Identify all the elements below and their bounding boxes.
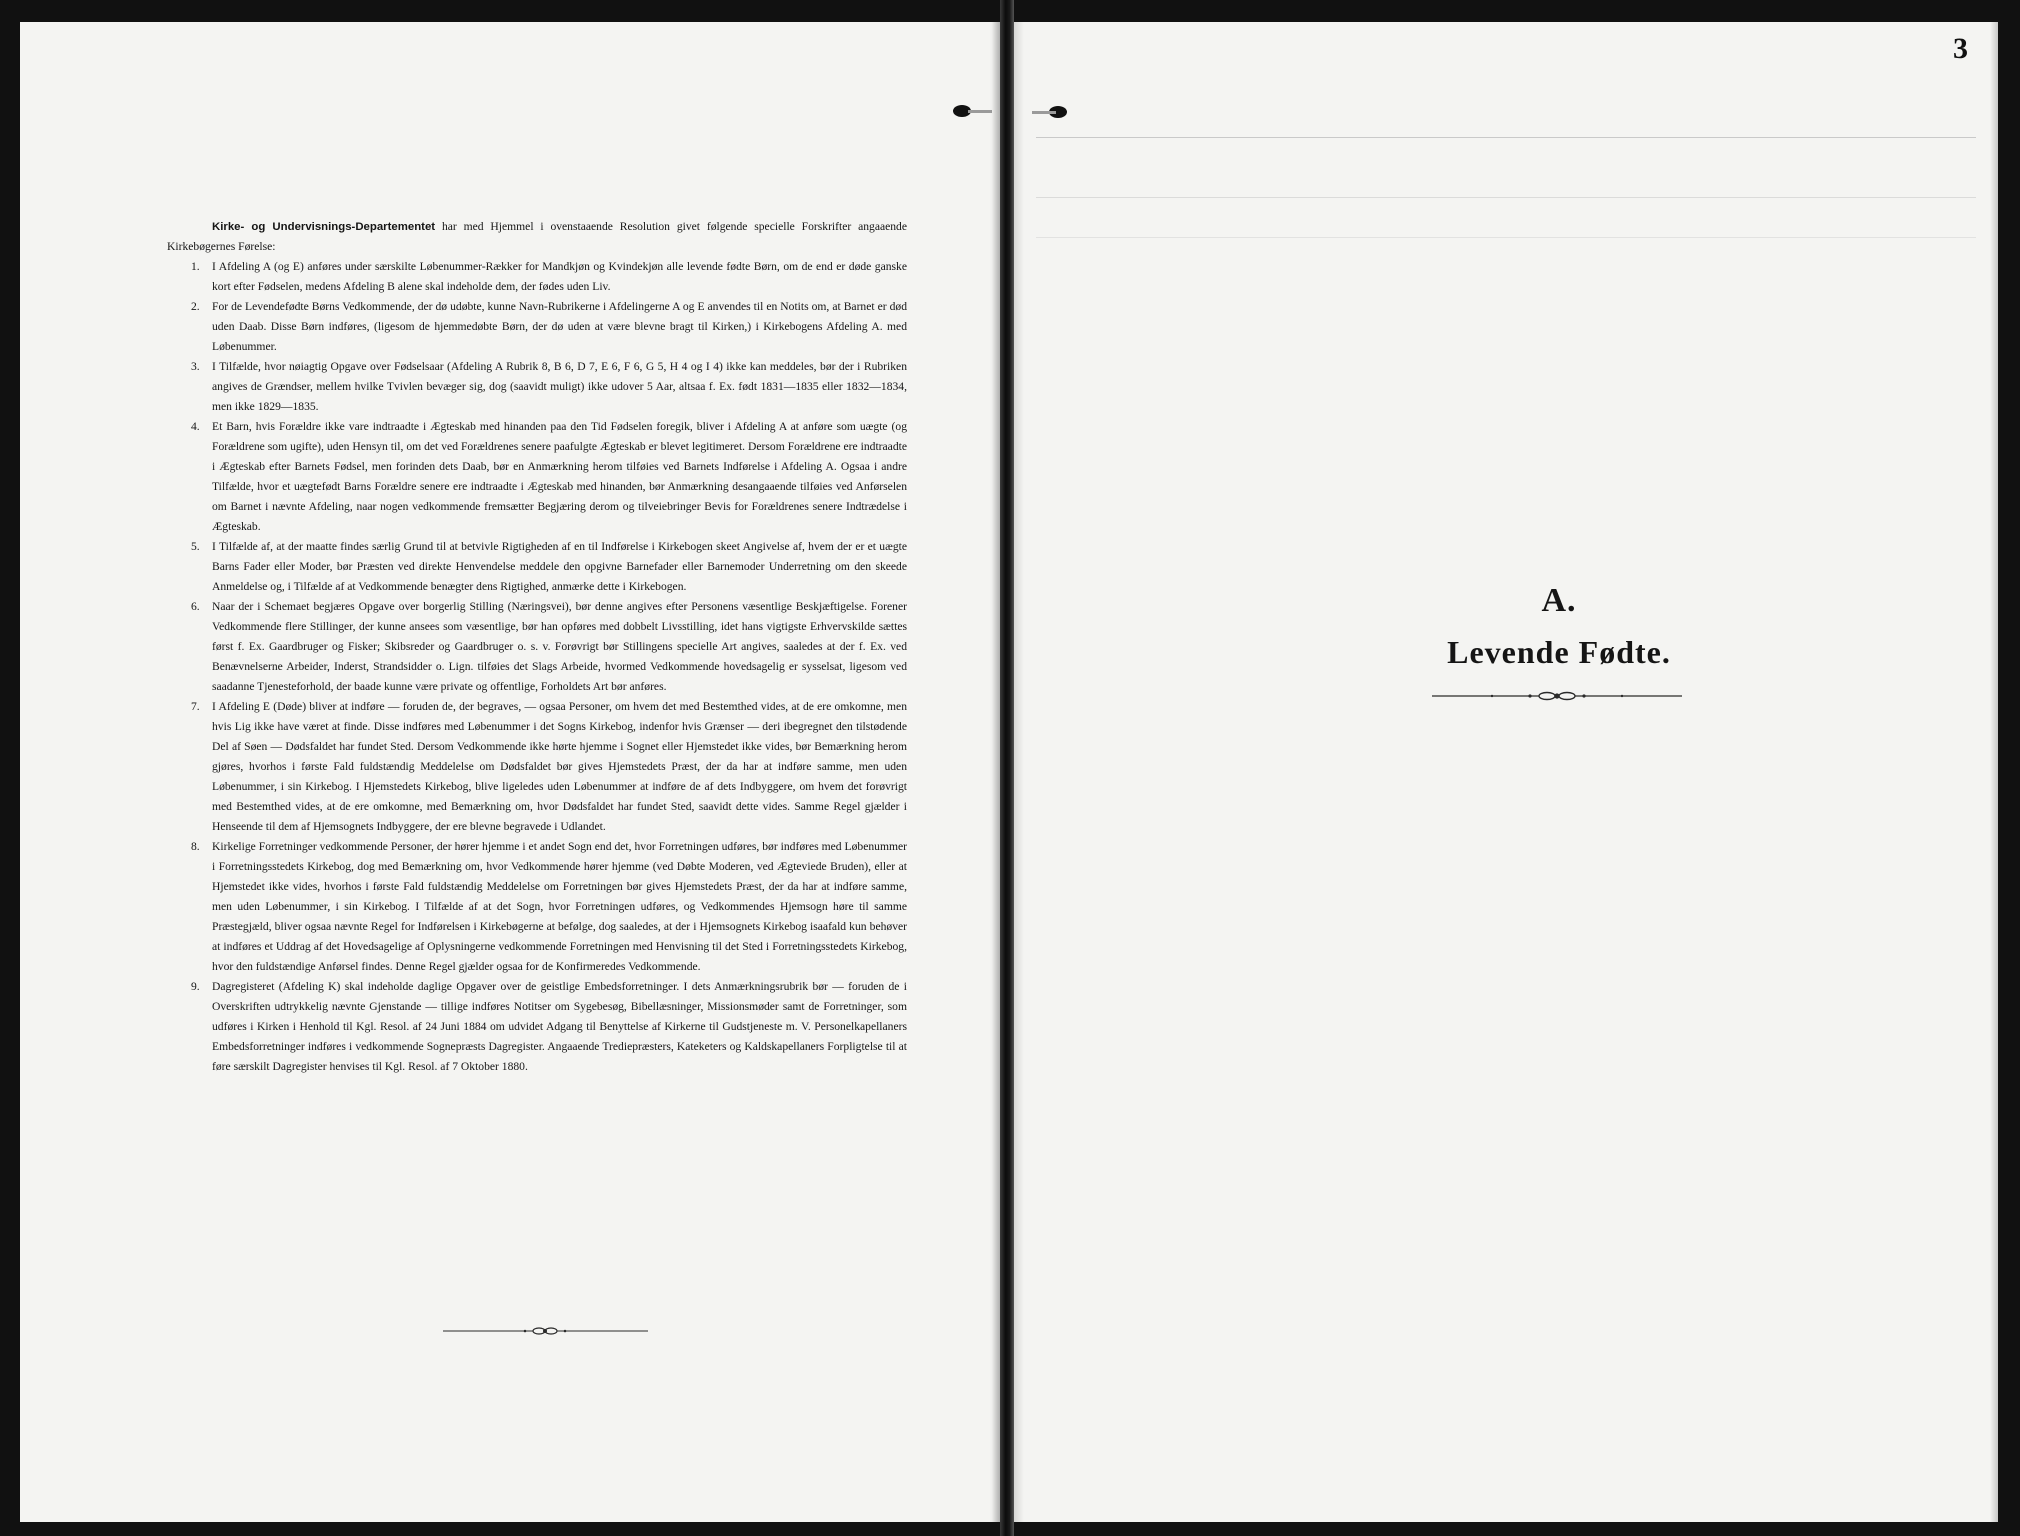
regulation-item — [167, 417, 907, 537]
item-number: 5. — [191, 540, 200, 553]
page-number: 3 — [1953, 32, 1968, 65]
item-number: 9. — [191, 980, 200, 993]
regulation-item — [167, 977, 907, 1077]
faint-ruled-line — [1036, 237, 1976, 238]
item-number: 6. — [191, 600, 200, 613]
item-number: 2. — [191, 300, 200, 313]
regulations-text — [167, 217, 907, 1077]
item-number: 7. — [191, 700, 200, 713]
item-number: 8. — [191, 840, 200, 853]
faint-ruled-line — [1036, 137, 1976, 138]
regulations-intro — [167, 217, 907, 257]
regulation-item — [167, 837, 907, 977]
section-letter: A. — [1541, 582, 1577, 619]
item-number: 1. — [191, 260, 200, 273]
book-gutter — [1000, 0, 1014, 1536]
item-text: I Afdeling A (og E) anføres under særskilte Løbenummer-Rækker for Mandkjøn og Kvindekjøn alle levende fødte Børn, om de end er døde ganske kort efter Fødselen, medens Afdeling B alene skal indeholde dem, der fødes uden Liv. — [212, 260, 907, 293]
faint-ruled-line — [1036, 197, 1976, 198]
regulation-item — [167, 357, 907, 417]
regulation-item — [167, 697, 907, 837]
item-text: For de Levendefødte Børns Vedkommende, der dø udøbte, kunne Navn-Rubrikerne i Afdelingerne A og E anvendes til en Notits om, at Barnet er død uden Daab. Disse Børn indføres, (ligesom de hjemmedøbte Børn, der dø uden at være blevne bragt til Kirken,) i Kirkebogens Afdeling A. med Løbenummer. — [212, 300, 907, 353]
regulation-item — [167, 597, 907, 697]
item-text: Kirkelige Forretninger vedkommende Personer, der hører hjemme i et andet Sogn end det, hvor Forretningen udføres, bør indføres med Løbenummer i Forretningsstedets Kirkebog, dog med Bemærkning om, hvor Vedkommende hører hjemme (ved Døbte Moderen, ved Ægteviede Bruden), eller at Hjemstedet ikke vides, hvorhos i første Fald fuldstændig Meddelelse om Forretningen bør gives Hjemstedets Præst, der da har at indføre samme, men uden Løbenummer, i sin Kirkebog. I Tilfælde af at det Sogn, hvor Forretningen udføres, og Vedkommendes Hjemsogn høre til samme Præstegjæld, bliver ogsaa nævnte Regel for Indførelsen i Kirkebøgerne at befølge, dog saaledes, at der i Hjemsognets Kirkebog isaafald kun behøver at indføres et Uddrag af det Hovedsagelige af Oplysningerne vedkommende Forretningen med Henvisning til det Sted i Forretningsstedets Kirkebog, hvor den fuldstændige Anførsel findes. Denne Regel gjælder ogsaa for de Konfirmeredes Vedkommende. — [212, 840, 907, 973]
left-page — [20, 22, 1000, 1522]
item-number: 4. — [191, 420, 200, 433]
regulations-list — [167, 257, 907, 1077]
item-text: I Tilfælde af, at der maatte findes særlig Grund til at betvivle Rigtigheden af en til Indførelse i Kirkebogen skeet Angivelse af, hvem der er et uægte Barns Fader eller Moder, bør Præsten ved direkte Henvendelse meddele den opgivne Barnefader eller Barnemoder Underretning om den skeede Anmeldelse og, i Tilfælde af at Vedkommende benægter dens Rigtighed, anmærke dette i Kirkebogen. — [212, 540, 907, 593]
ornament-divider-right — [1432, 689, 1682, 703]
page-edge-shadow — [992, 22, 1000, 1522]
department-name: Kirke- og Undervisnings-Departementet — [212, 221, 436, 233]
item-text: I Afdeling E (Døde) bliver at indføre — foruden de, der begraves, — ogsaa Personer, om hvem det med Bestemthed vides, at de ere omkomne, men hvis Lig ikke have været at finde. Disse indføres med Løbenummer i det Sogns Kirkebog, indenfor hvis Grænser — deri ibegregnet den tilstødende Del af Søen — Dødsfaldet har fundet Sted. Dersom Vedkommende ikke hørte hjemme i Sognet eller Hjemstedet ikke vides, bør Bemærkning herom gjøres, hvorhos i første Fald fuldstændig Meddelelse om Dødsfaldet bør gives Hjemstedets Præst, der da har at indføre samme, men uden Løbenummer, i sin Kirkebog. I Hjemstedets Kirkebog, blive ligeledes uden Løbenummer at indføre de af dets Indbyggere, om hvem det forøvrigt med Bestemthed vides, at de ere omkomne, med Bemærkning om, hvor Dødsfaldet har fundet Sted, saavidt dette vides. Samme Regel gjælder i Henseende til dem af Hjemsognets Indbyggere, der ere blevne begravede i Udlandet. — [212, 700, 907, 833]
binding-hole-tail-right — [1032, 111, 1056, 114]
binding-hole-tail-left — [968, 110, 992, 113]
regulation-item — [167, 257, 907, 297]
intro-text: har med Hjemmel i ovenstaaende Resolution givet følgende specielle Forskrifter angaaende Kirkebøgernes Førelse: — [167, 220, 907, 253]
item-text: Naar der i Schemaet begjæres Opgave over borgerlig Stilling (Næringsvei), bør denne angives efter Personens væsentlige Beskjæftigelse. Forener Vedkommende flere Stillinger, der kunne ansees som væsentlige, bør han opføres med dobbelt Livsstilling, idet hans vigtigste Erhvervskilde sættes først f. Ex. Gaardbruger og Fisker; Skibsreder og Gaardbruger o. s. v. Forøvrigt bør Stillingens specielle Art angives, saaledes at der f. Ex. ved Benævnelserne Arbeider, Inderst, Strandsidder o. Lign. tilføies det Slags Arbeide, hvormed Vedkommende hovedsagelig er sysselsat, ligesom ved saadanne Tjenesteforhold, der baade kunne være private og offentlige, Forholdets Art bør anføres. — [212, 600, 907, 693]
ornament-divider-left — [443, 1325, 648, 1337]
item-text: Et Barn, hvis Forældre ikke vare indtraadte i Ægteskab med hinanden paa den Tid Fødselen foregik, bliver i Afdeling A at anføre som uægte (og Forældrene som ugifte), uden Hensyn til, om det ved Forældrenes senere paafulgte Ægteskab er blevet legitimeret. Dersom Forældrene ere indtraadte i Ægteskab efter Barnets Fødsel, men forinden dets Daab, bør en Anmærkning herom tilføies ved Barnets Indførelse i Afdeling A. Ogsaa i andre Tilfælde, hvor et uægtefødt Barns Forældre senere ere indtraadte i Ægteskab med hinanden, bør Anmærkning desangaaende tilføies ved Anførselen om Barnet i nævnte Afdeling, naar nogen vedkommende fremsætter Begjæring derom og tilveiebringer Bevis for Forældrenes senere Indtrædelse i Ægteskab. — [212, 420, 907, 533]
regulation-item — [167, 297, 907, 357]
item-number: 3. — [191, 360, 200, 373]
page-edge-shadow — [1990, 22, 1998, 1522]
item-text: Dagregisteret (Afdeling K) skal indeholde daglige Opgaver over de geistlige Embedsforretninger. I dets Anmærkningsrubrik bør — foruden de i Overskriften udtrykkelig nævnte Gjenstande — tillige indføres Notitser om Sygebesøg, Bibellæsninger, Missionsmøder samt de Forretninger, som udføres i Kirken i Henhold til Kgl. Resol. af 24 Juni 1884 om udvidet Adgang til Benyttelse af Kirkerne til Gudstjeneste m. V. Personelkapellaners Embedsforretninger indføres i vedkommende Sognepræsts Dagregister. Angaaende Trediepræsters, Kateketers og Kaldskapellaners Forpligtelse til at føre særskilt Dagregister henvises til Kgl. Resol. af 7 Oktober 1880. — [212, 980, 907, 1073]
regulation-item — [167, 537, 907, 597]
section-title: Levende Fødte. — [1447, 634, 1671, 670]
right-page — [1014, 22, 1998, 1522]
item-text: I Tilfælde, hvor nøiagtig Opgave over Fødselsaar (Afdeling A Rubrik 8, B 6, D 7, E 6, F 6, G 5, H 4 og I 4) ikke kan meddeles, bør der i Rubriken angives de Grændser, mellem hvilke Tvivlen bevæger sig, dog (saavidt muligt) ikke udover 5 Aar, altsaa f. Ex. født 1831—1835 eller 1832—1834, men ikke 1829—1835. — [212, 360, 907, 413]
